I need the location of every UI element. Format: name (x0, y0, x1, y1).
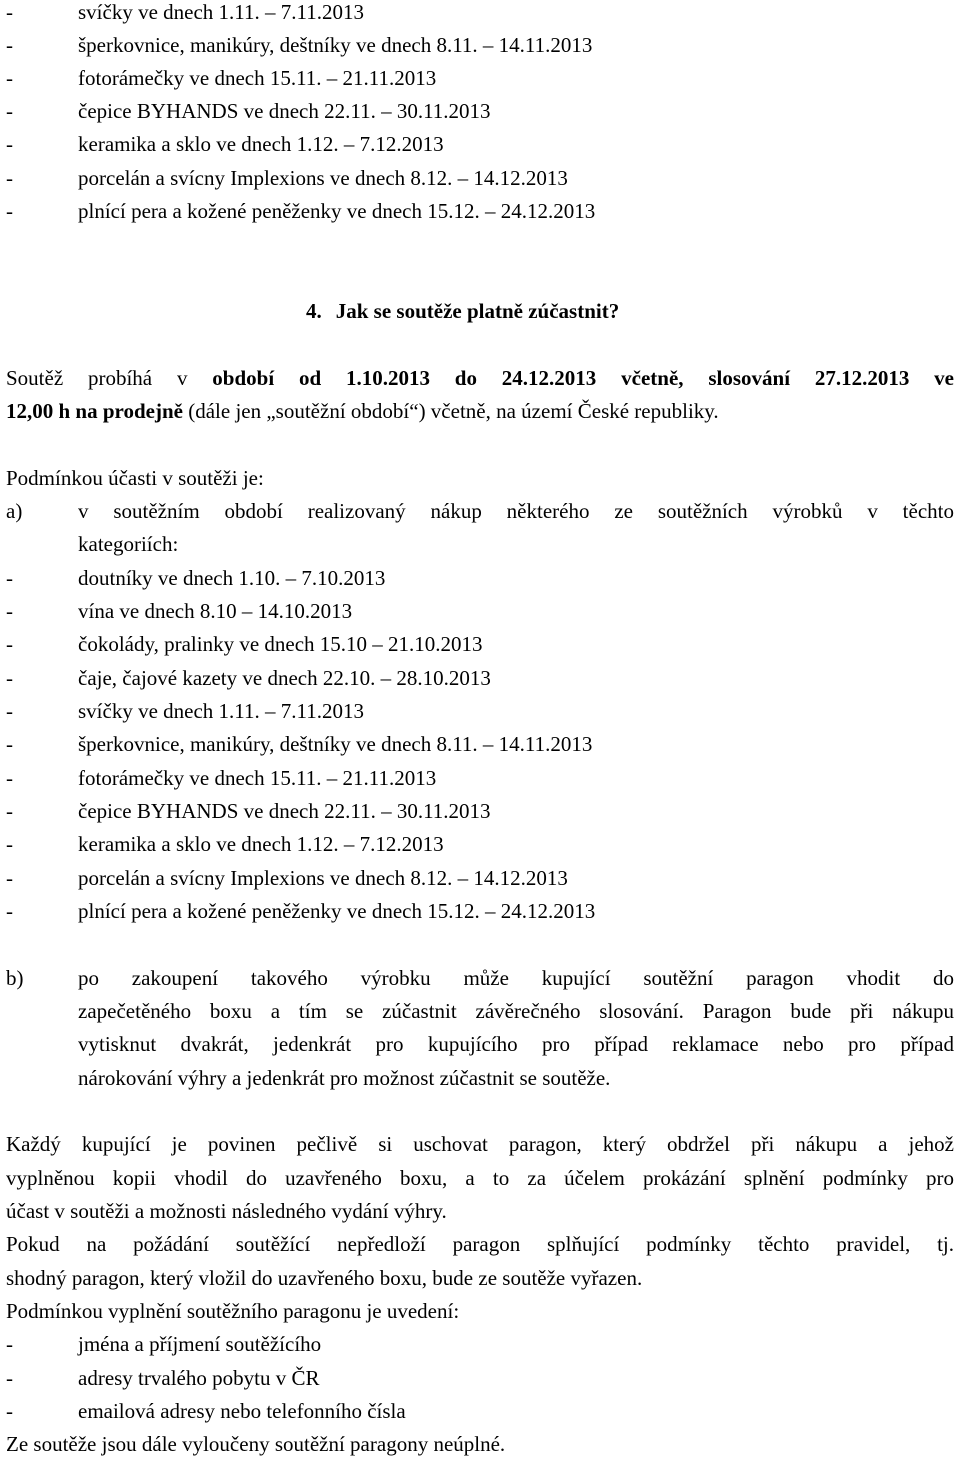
fill-intro: Podmínkou vyplnění soutěžního paragonu je uvedení: (6, 1299, 460, 1323)
conditions-intro: Podmínkou účasti v soutěži je: (6, 466, 264, 490)
paragraph-keep: vyplněnou kopii vhodil do uzavřeného boxu, a to za účelem prokázání splnění podmínky pro (6, 1166, 954, 1190)
paragraph-keep: Každý kupující je povinen pečlivě si uschovat paragon, který obdržel při nákupu a jehož (6, 1132, 954, 1156)
document-page: - svíčky ve dnech 1.11. – 7.11.2013 - šperkovnice, manikúry, deštníky ve dnech 8.11. – 14.11.2013 - fotorámečky ve dnech 15.11. – 21.11.2013 - čepice BYHANDS ve dnech 22.11. – 30.11.2013 - keramika a sklo ve dnech 1.12. – 7.12.2013 - porcelán a svícny Implexions ve dnech 8.12. – 14.12.2013 - plnící pera a kožené peněženky ve dnech 15.12. – 24.12.2013 4. Jak se soutěže platně zúčastnit? Soutěž probíhá v období od 1.10.2013 do 24.12.2013 včetně, slosování 27.12.2013 ve 12,00 h na prodejně (dále jen „soutěžní období“) včetně, na území České republiky. Podmínkou účasti v soutěži je: a) v soutěžním období realizovaný nákup některého ze soutěžních výrobků v těchto kategoriích: - doutníky ve dnech 1.10. – 7.10.2013 - vína ve dnech 8.10 – 14.10.2013 - čokolády, pralinky ve dnech 15.10 – 21.10.2013 - čaje, čajové kazety ve dnech 22.10. – 28.10.2013 - svíčky ve dnech 1.11. – 7.11.2013 - šperkovnice, manikúry, deštníky ve dnech 8.11. – 14.11.2013 - fotorámečky ve dnech 15.11. – 21.11.2013 - čepice BYHANDS ve dnech 22.11. – 30.11.2013 - keramika a sklo ve dnech 1.12. – 7.12.2013 - porcelán a svícny Implexions ve dnech 8.12. – 14.12.2013 - plnící pera a kožené peněženky ve dnech 15.12. – 24.12.2013 b) po zakoupení takového výrobku může kupující soutěžní paragon vhodit do zapečetěného boxu a tím se zúčastnit závěrečného slosování. Paragon bude při nákupu vytisknut dvakrát, jedenkrát pro kupujícího pro případ reklamace nebo pro případ nárokování výhry a jedenkrát pro možnost zúčastnit se soutěže. Každý kupující je povinen pečlivě si uschovat paragon, který obdržel při nákupu a jehož vyplněnou kopii vhodil do uzavřeného boxu, a to za účelem prokázání splnění podmínky pro účast v soutěži a možnosti následného vydání výhry. Pokud na požádání soutěžící nepředloží paragon splňující podmínky těchto pravidel, tj. shodný paragon, který vložil do uzavřeného boxu, bude ze soutěže vyřazen. Podmínkou vyplnění soutěžního paragonu je uvedení: - jména a příjmení soutěžícího - adresy trvalého pobytu v ČR - emailová adresy nebo telefonního čísla Ze soutěže jsou dále vyloučeny soutěžní paragony neúplné. (6, 0, 954, 1456)
exclusion-note: Ze soutěže jsou dále vyloučeny soutěžní paragony neúplné. (6, 1432, 506, 1456)
paragraph-refuse: Pokud na požádání soutěžící nepředloží paragon splňující podmínky těchto pravidel, tj. (6, 1232, 954, 1256)
period-line-2: 12,00 h na prodejně (dále jen „soutěžní období“) včetně, na území České republiky. (6, 399, 719, 423)
section-heading: 4. Jak se soutěže platně zúčastnit? (306, 299, 620, 323)
paragraph-refuse: shodný paragon, který vložil do uzavřeného boxu, bude ze soutěže vyřazen. (6, 1266, 643, 1290)
period-line-1: Soutěž probíhá v období od 1.10.2013 do 24.12.2013 včetně, slosování 27.12.2013 ve (6, 366, 954, 390)
paragraph-keep: účast v soutěži a možnosti následného vydání výhry. (6, 1199, 447, 1223)
